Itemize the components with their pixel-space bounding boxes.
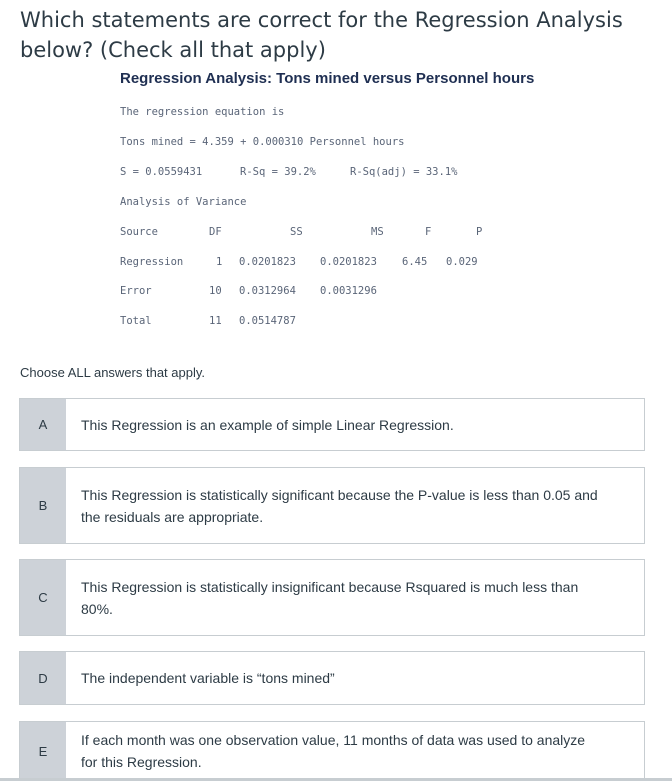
anova-row-ss: 0.0312964 xyxy=(239,285,296,297)
anova-header-p: P xyxy=(476,226,483,238)
option-text: If each month was one observation value, 11 months of data was used to analyze for this Regression. xyxy=(81,732,586,770)
anova-header-source: Source xyxy=(120,226,158,238)
anova-row-ss: 0.0201823 xyxy=(239,256,296,268)
option-letter: D xyxy=(20,652,66,704)
anova-row-p: 0.029 xyxy=(446,256,478,268)
answer-option-a[interactable] xyxy=(19,398,645,451)
option-letter: C xyxy=(20,560,66,635)
option-letter: A xyxy=(20,399,66,450)
option-letter: E xyxy=(20,722,66,780)
question-title: Which statements are correct for the Regression Analysis below? (Check all that apply) xyxy=(20,8,623,62)
option-text: This Regression is statistically insignificant because Rsquared is much less than 80%. xyxy=(81,578,579,617)
anova-title: Analysis of Variance xyxy=(120,196,247,208)
anova-row-source: Error xyxy=(120,285,152,297)
anova-row-df: 1 xyxy=(216,256,223,268)
anova-header-f: F xyxy=(425,226,432,238)
option-text: The independent variable is “tons mined” xyxy=(81,670,335,686)
stat-s: S = 0.0559431 xyxy=(120,166,203,178)
anova-row-source: Total xyxy=(120,315,152,327)
anova-row-df: 10 xyxy=(209,285,222,297)
anova-row-ms: 0.0201823 xyxy=(320,256,377,268)
option-text: This Regression is statistically significant because the P-value is less than 0.05 and the residuals are appropriate. xyxy=(81,486,598,525)
answer-option-d[interactable] xyxy=(19,651,645,705)
anova-header-ms: MS xyxy=(371,226,384,238)
equation-intro: The regression equation is xyxy=(120,106,285,118)
option-letter: B xyxy=(20,468,66,543)
anova-row-f: 6.45 xyxy=(402,256,428,268)
answer-option-b[interactable] xyxy=(19,467,645,544)
regression-heading: Regression Analysis: Tons mined versus Personnel hours xyxy=(120,70,535,87)
anova-header-df: DF xyxy=(209,226,222,238)
anova-header-ss: SS xyxy=(290,226,303,238)
instructions: Choose ALL answers that apply. xyxy=(20,365,206,380)
anova-row-source: Regression xyxy=(120,256,184,268)
anova-row-df: 11 xyxy=(209,315,222,327)
stat-rsq-adj: R-Sq(adj) = 33.1% xyxy=(350,166,458,178)
regression-equation: Tons mined = 4.359 + 0.000310 Personnel hours xyxy=(120,136,405,148)
option-text: This Regression is an example of simple Linear Regression. xyxy=(81,416,454,433)
anova-row-ms: 0.0031296 xyxy=(320,285,377,297)
answer-option-c[interactable] xyxy=(19,559,645,636)
stat-rsq: R-Sq = 39.2% xyxy=(240,166,316,178)
answer-option-e[interactable] xyxy=(19,721,645,781)
anova-row-ss: 0.0514787 xyxy=(239,315,296,327)
